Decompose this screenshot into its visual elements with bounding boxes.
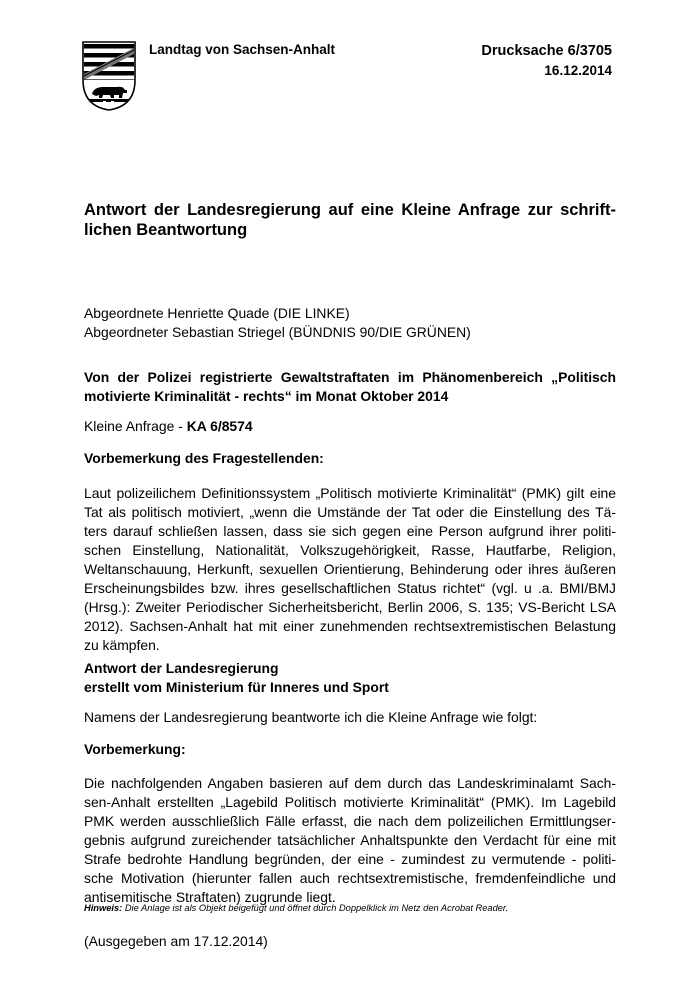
answer-heading-line: erstellt vom Ministerium für Inneres und Sport: [84, 679, 389, 695]
coat-of-arms-logo: [81, 40, 137, 112]
remark-heading: Vorbemerkung:: [84, 741, 186, 757]
paragraph-line: Strafe bedrohte Handlung begründen, der eine - zumindest zu vermutende - politi-: [84, 851, 616, 867]
paragraph-line: antisemitische Straftaten) zugrunde liegt.: [84, 889, 336, 905]
answer-intro: Namens der Landesregierung beantworte ich die Kleine Anfrage wie folgt:: [84, 709, 538, 725]
paragraph-line: 2012). Sachsen-Anhalt hat mit einer zunehmenden rechtsextremistischen Belastung: [84, 618, 616, 634]
paragraph-line: ters darauf schließen lassen, dass sie sich gegen eine Person aufgrund ihrer politi-: [84, 523, 616, 539]
answer-heading: [84, 659, 616, 697]
paragraph-line: PMK werden ausschließlich Fälle erfasst, die nach dem polizeilichen Ermittlungser-: [84, 813, 616, 829]
preliminary-heading: Vorbemerkung des Fragestellenden:: [84, 450, 324, 466]
hint-text: Die Anlage ist als Objekt beigefügt und öffnet durch Doppelklick im Netz den Acrobat Reader.: [122, 903, 509, 913]
paragraph-line: Tat als politisch motiviert, „wenn die Umstände der Tat oder die Einstellung des Tä-: [84, 504, 616, 520]
inquiry-reference: [84, 418, 253, 434]
paragraph-line: gebnis aufgrund zureichender tatsächlicher Anhaltspunkte den Verdacht für eine mit: [84, 832, 616, 848]
paragraph-line: sche Motivation (hierunter fallen auch rechtsextremistische, fremdenfeindliche und: [84, 870, 616, 886]
subject-line: motivierte Kriminalität - rechts“ im Monat Oktober 2014: [84, 388, 449, 404]
inquiry-prefix: Kleine Anfrage -: [84, 418, 187, 434]
paragraph-line: schen Einstellung, Nationalität, Volkszugehörigkeit, Rasse, Hautfarbe, Religion,: [84, 542, 616, 558]
document-number: Drucksache 6/3705: [481, 43, 612, 59]
paragraph-line: (Hrsg.): Zweiter Periodischer Sicherheitsbericht, Berlin 2006, S. 135; VS-Bericht LSA: [84, 599, 616, 615]
paragraph-line: Die nachfolgenden Angaben basieren auf dem durch das Landeskriminalamt Sach-: [84, 775, 616, 791]
document-title: [84, 200, 616, 240]
paragraph-line: zu kämpfen.: [84, 637, 160, 653]
paragraph-line: Laut polizeilichem Definitionssystem „Politisch motivierte Kriminalität“ (PMK) gilt eine: [84, 485, 616, 501]
authors-block: [84, 304, 471, 342]
hint-label: Hinweis:: [84, 903, 123, 913]
document-date: 16.12.2014: [544, 63, 612, 78]
answer-heading-line: Antwort der Landesregierung: [84, 660, 279, 676]
preliminary-paragraph: [84, 484, 616, 655]
parliament-name: Landtag von Sachsen-Anhalt: [149, 42, 336, 57]
author-line: Abgeordneter Sebastian Striegel (BÜNDNIS 90/DIE GRÜNEN): [84, 324, 471, 340]
subject-line: Von der Polizei registrierte Gewaltstraftaten im Phänomenbereich „Politisch: [84, 369, 616, 385]
remark-paragraph: [84, 774, 616, 907]
author-line: Abgeordnete Henriette Quade (DIE LINKE): [84, 305, 350, 321]
issued-date: (Ausgegeben am 17.12.2014): [84, 933, 268, 949]
subject-heading: [84, 368, 616, 406]
inquiry-number: KA 6/8574: [186, 418, 253, 434]
attachment-hint: [84, 903, 508, 913]
title-line: Antwort der Landesregierung auf eine Kleine Anfrage zur schrift-: [84, 201, 616, 219]
title-line: lichen Beantwortung: [84, 221, 248, 239]
paragraph-line: Erscheinungsbildes bzw. ihres gesellschaftlichen Status richtet“ (vgl. u .a. BMI/BMJ: [84, 580, 616, 596]
paragraph-line: Weltanschauung, Herkunft, sexuellen Orientierung, Behinderung oder ihres äußeren: [84, 561, 616, 577]
paragraph-line: sen-Anhalt erstellten „Lagebild Politisch motivierte Kriminalität“ (PMK). Im Lagebild: [84, 794, 616, 810]
